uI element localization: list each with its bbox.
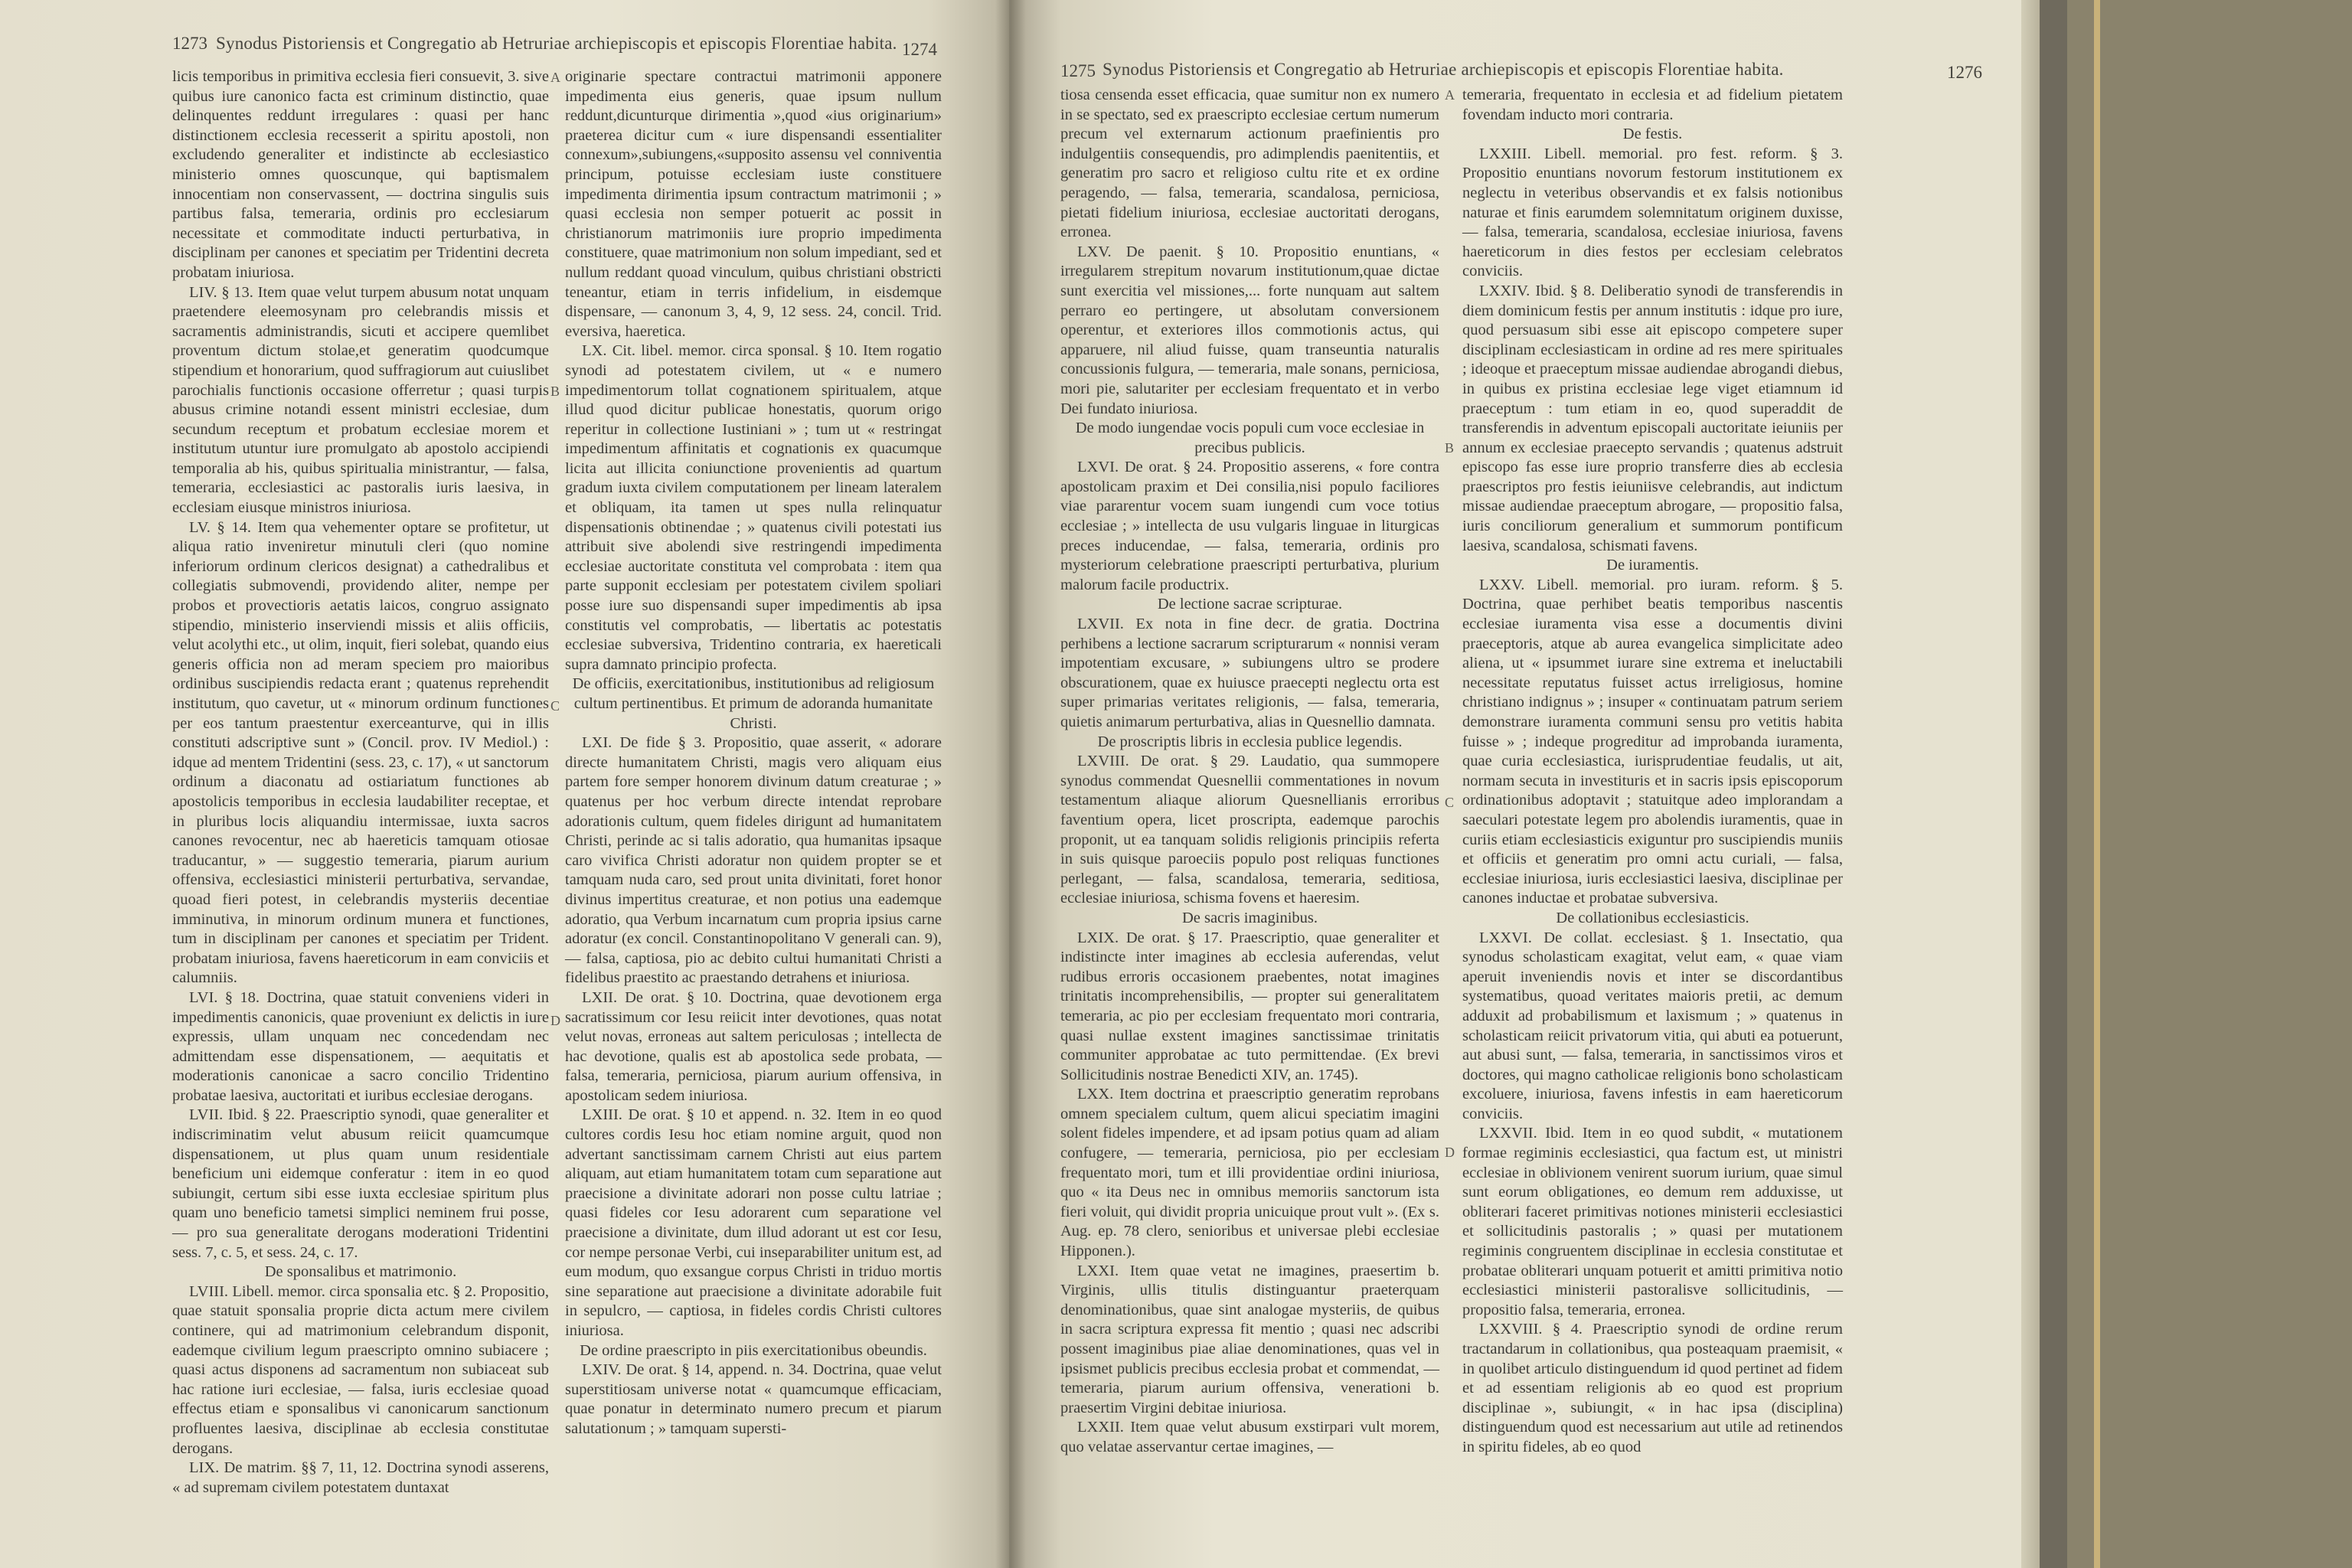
paragraph: LXXVIII. § 4. Praescriptio synodi de ordine rerum tractandarum in collationibus, qua posteaquam praemisit, « in quolibet articulo distinguendum id quod pertinet ad fidem et ad essentiam religionis ab eo quod est proprium disciplinae », subiungit, « in hac ipsa (disciplina) distinguendum quod est necessarium aut utile ad retinendos in spiritu fideles, ab eo quod <box>1462 1321 1843 1455</box>
page-number-1273: 1273 <box>172 34 207 53</box>
paragraph: LIX. De matrim. §§ 7, 11, 12. Doctrina synodi asserens, « ad supremam civilem potestatem duntaxat <box>172 1459 549 1496</box>
section-heading: De proscriptis libris in ecclesia publice legendis. <box>1097 733 1403 750</box>
page-edges <box>2021 0 2040 1568</box>
margin-marker-c: C <box>550 698 560 714</box>
paragraph: LV. § 14. Item qua vehementer optare se profitetur, ut aliqua ratio inveniretur minutuli cleri (quo nomine inferiorum ordinum clericos designat) a cathedralibus et collegiatis submovendi, providendo aliter, nempe per probos et provectioris aetatis laicos, congruo assignato stipendio, ministerio inserviendi missis et aliis officiis, velut acolythi etc., ut olim, inquit, fieri solebat, quando eius generis officia non ad meram speciem pro maioribus ordinibus suscipiendis redacta erant ; quatenus reprehendit institutum, quo cavetur, ut « minorum ordinum functiones per eos tantum praestentur exerceanturve, qui in illis constituti adscriptive sunt » (Concil. prov. IV Mediol.) : idque ad mentem Tridentini (sess. 23, c. 17), « ut sanctorum ordinum a diaconatu ad ostiariatum functiones ab apostolicis temporibus in ecclesia laudabiliter receptae, et in pluribus locis aliquandiu intermissae, iuxta sacros canones revocentur, nec ab haereticis tamquam otiosae traducantur, » — suggestio temeraria, piarum aurium offensiva, ecclesiastici ministerii perturbativa, servandae, quoad fieri potest, in celebrandis mysteriis decentiae imminutiva, in minorum ordinum munera et functiones, tum in disciplinam per canones et speciatim per Trident. probatam iniuriosa, favens haereticorum in eam conviciis et calumniis. <box>172 518 549 987</box>
margin-marker-d: D <box>550 1013 560 1028</box>
paragraph: LXXIV. Ibid. § 8. Deliberatio synodi de transferendis in diem dominicum festis per annum institutis : idque pro iure, quod persuasum sibi esse ait episcopo competere super disciplinam ecclesiasticam in ordine ad res mere spirituales ; ideoque et praeceptum missae audiendae abrogandi diebus, in quibus ex pristina ecclesiae lege viget etiamnum id praeceptum : tum etiam in eo, quod superaddit de transferendis in adventum episcopali auctoritate ieiuniis per annum ex ecclesiae praecepto servandis ; quatenus adstruit episcopo fas esse iure proprio transferre dies ab ecclesia praescriptos pro festis ieiuniisve celebrandis, aut indictum missae audiendae praeceptum abrogare, — propositio falsa, iuris conciliorum generalium et summorum pontificum laesiva, scandalosa, schismati favens. <box>1462 282 1843 554</box>
section-heading: De collationibus ecclesiasticis. <box>1556 909 1749 926</box>
paragraph: LXIV. De orat. § 14, append. n. 34. Doctrina, quae velut superstitiosam universe notat « quamcumque efficaciam, quae ponatur in determinato numero precum et piarum salutationum ; » tamquam supersti- <box>565 1361 942 1437</box>
paragraph: LX. Cit. libel. memor. circa sponsal. § 10. Item rogatio synodi ad potestatem civilem, ut « e numero impedimentorum tollat cognationem spiritualem, atque illud quod dicitur publicae honestatis, quorum origo reperitur in collectione Iustiniani » ; tum ut « restringat impedimentum affinitatis et cognationis ex quacumque licita aut illicita coniunctione provenientis ad quartum gradum iuxta civilem computationem per lineam lateralem et obliquam, ita tamen ut spes nulla relinquatur dispensationis obtinendae ; » quatenus civili potestati ius attribuit sive abolendi sive restringendi impedimenta ecclesiae auctoritate constituta vel comprobata : item qua parte supponit ecclesiam per potestatem civilem spoliari posse iure suo dispensandi super impedimentis ab ipsa constitutis vel comprobatis, — libertatis ac potestatis ecclesiae subversiva, Tridentino contraria, ex haereticali supra damnato principio profecta. <box>565 342 942 673</box>
book-gutter <box>995 0 1026 1568</box>
left-column-2 <box>565 67 942 1437</box>
running-title-left: Synodus Pistoriensis et Congregatio ab Hetruriae archiepiscopis et episcopis Florentiae habita. <box>216 34 897 53</box>
margin-marker-b: B <box>550 384 560 399</box>
paragraph: LXXV. Libell. memorial. pro iuram. reform. § 5. Doctrina, quae perhibet beatis temporibus nascentis ecclesiae iuramenta visa esse a documentis divini praeceptoris, atque ab aurea evangelica simplicitate adeo aliena, ut « ipsummet iurare sine extrema et ineluctabili necessitate reputatus fuisset actus irreligiosus, homine christiano indignus » ; insuper « continuatam patrum seriem demonstrare iuramenta communi sensu pro vetitis habita fuisse » ; indeque progreditur ad improbanda iuramenta, quae curia ecclesiastica, iurisprudentiae feudalis, ut ait, normam secuta in investituris et in sacris ipsis episcoporum ordinationibus adoptavit ; statuitque adeo implorandam a saeculari potestate legem pro abolendis iuramentis, quae in curiis etiam ecclesiasticis exiguntur pro suscipiendis muniis et officiis et generatim pro omni actu curiali, — falsa, ecclesiae iniuriosa, iuris ecclesiastici laesiva, disciplinae per canones inductae et probatae subversiva. <box>1462 576 1843 907</box>
margin-marker-c: C <box>1445 795 1455 810</box>
right-column-2 <box>1462 86 1843 1455</box>
left-column-1 <box>172 67 549 1496</box>
paragraph: LXXII. Item quae velut abusum exstirpari vult morem, quo velatae asservantur certae imagines, — <box>1060 1419 1439 1455</box>
paragraph: LXII. De orat. § 10. Doctrina, quae devotionem erga sacratissimum cor Iesu reiicit inter devotiones, quas notat velut novas, erroneas aut saltem periculosas ; intellecta de hac devotione, qualis est ab apostolica sede probata, — falsa, temeraria, perniciosa, piarum aurium offensiva, in apostolicam sedem iniuriosa. <box>565 988 942 1104</box>
paragraph: LXX. Item doctrina et praescriptio generatim reprobans omnem specialem cultum, quem alicui speciatim imagini solent fideles impendere, et ad ipsam potius quam ad aliam confugere, — temeraria, perniciosa, pio per ecclesiam frequentato mori, tum et illi providentiae ordini iniuriosa, quo « ita Deus nec in omnibus memoriis sanctorum ista fieri voluit, qui dividit propria unicuique prout vult ». (Ex s. Aug. ep. 78 clero, senioribus et universae plebi ecclesiae Hipponen.). <box>1060 1086 1439 1260</box>
paragraph: originarie spectare contractui matrimonii apponere impedimenta eius generis, quae ipsum nullum reddunt,dicunturque dirimentia »,quod «ius originarium» praeterea dicitur cum « iure dispensandi essentialiter connexum»,subiungens,«supposito assensu vel conniventia principum, potuisse ecclesiam iuste constituere impedimenta dirimentia ipsum contractum matrimonii ; » quasi ecclesia non semper potuerit ac possit in christianorum matrimoniis iure proprio impedimenta constituere, quae matrimonium non solum impediant, sed et nullum reddant quoad vinculum, quibus christiani obstricti teneantur, etiam in terris infidelium, in eisdemque dispensare, — canonum 3, 4, 9, 12 sess. 24, concil. Trid. eversiva, haeretica. <box>565 68 942 340</box>
margin-marker-a: A <box>550 70 560 85</box>
paragraph: LXXIII. Libell. memorial. pro fest. reform. § 3. Propositio enuntians novorum festorum institutionem ex neglectu in veteribus observandis et ex falsis notionibus naturae et finis earumdem solemnitatum originem duxisse, — falsa, temeraria, scandalosa, ecclesiae iniuriosa, favens haereticorum in dies festos per ecclesiam celebratos conviciis. <box>1462 145 1843 280</box>
paragraph: LVII. Ibid. § 22. Praescriptio synodi, quae generaliter et indiscriminatim velut abusum reiicit quamcumque dispensationem, ut plus quam unum residentiale beneficium uni eidemque conferatur : item in eo quod subiungit, certum sibi esse iuxta ecclesiae spiritum plus quam uno beneficio tametsi simplici neminem frui posse, — pro sua generalitate derogans moderationi Tridentini sess. 7, c. 5, et sess. 24, c. 17. <box>172 1106 549 1261</box>
section-heading: De lectione sacrae scripturae. <box>1157 596 1343 613</box>
paragraph: LXVI. De orat. § 24. Propositio asserens, « fore contra apostolicam praxim et Dei consilia,nisi populo faciliores viae pararentur vocem suam iungendi cum voce totius ecclesiae ; » intellecta de usu vulgaris linguae in liturgicas preces inducendae, — falsa, temeraria, ordinis pro mysteriorum celebratione praescripti perturbativa, plurium malorum facile productrix. <box>1060 459 1439 593</box>
page-number-1276: 1276 <box>1947 63 1982 82</box>
paragraph: licis temporibus in primitiva ecclesia fieri consuevit, 3. sive quibus iure canonico facta est criminum distinctio, quae delinquentes reddunt irregulares : quasi per hanc distinctionem ecclesia recesserit a spiritu apostoli, non excludendo generaliter et indistincte ab ecclesiastico ministerio omnes quoscunque, qui baptismalem innocentiam non conservassent, — doctrina singulis suis partibus falsa, temeraria, ordinis pro ecclesiarum necessitate et commoditate inducti perturbativa, in disciplinam per canones et speciatim per Tridentini decreta probatam iniuriosa. <box>172 68 549 281</box>
book-cover <box>2067 0 2352 1568</box>
paragraph: LXI. De fide § 3. Propositio, quae asserit, « adorare directe humanitatem Christi, magis vero aliquam eius partem fore semper honorem divinum datum creaturae ; » quatenus per hoc verbum directe intendat reprobare adorationis cultum, quem fideles dirigunt ad humanitatem Christi, perinde ac si talis adoratio, qua humanitas ipsaque caro vivifica Christi adoratur non quidem propter se et tamquam nuda caro, sed prout unita divinitati, foret honor divinus impertitus creaturae, et non potius una eademque adoratio, qua Verbum incarnatum cum propria ipsius carne adoratur (ex concil. Constantinopolitano V generali can. 9), — falsa, captiosa, pio ac debito cultui humanitati Christi a fidelibus praestito ac praestando detrahens et iniuriosa. <box>565 734 942 987</box>
section-heading: De sponsalibus et matrimonio. <box>264 1263 457 1281</box>
section-heading: De officiis, exercitationibus, institutionibus ad religiosum cultum pertinentibus. Et primum de adoranda humanitate Christi. <box>572 675 935 732</box>
right-column-1 <box>1060 86 1439 1475</box>
margin-marker-b: B <box>1445 440 1455 456</box>
cover-binding-strip <box>2094 0 2100 1568</box>
margin-marker-a: A <box>1445 87 1455 103</box>
paragraph: LXVIII. De orat. § 29. Laudatio, qua summopere synodus commendat Quesnellii commentationes in novum testamentum aliaque aliorum Quesnellianis erroribus faventium opera, licet proscripta, eademque parochis proponit, ut ea tanquam solidis religionis principiis referta in suis quisque paroeciis populo post reliquas functiones perlegant, — falsa, scandalosa, temeraria, seditiosa, ecclesiae iniuriosa, schisma fovens et haeresim. <box>1060 753 1439 907</box>
section-heading: De festis. <box>1622 126 1683 143</box>
section-heading: De ordine praescripto in piis exercitationibus obeundis. <box>580 1341 927 1359</box>
paragraph: LXVII. Ex nota in fine decr. de gratia. Doctrina perhibens a lectione sacrarum scripturarum « nonnisi veram impotentiam excusare, » subiungens ultro se prodere obscurationem, quae ex huiusce praecepti neglectu orta est super primarias veritates religionis, — falsa, temeraria, quietis animarum perturbativa, alias in Quesnellio damnata. <box>1060 616 1439 730</box>
section-heading: De modo iungendae vocis populi cum voce ecclesiae in precibus publicis. <box>1075 420 1425 456</box>
paragraph: LXXVII. Ibid. Item in eo quod subdit, « mutationem formae regiminis ecclesiastici, qua factum est, ut ministri ecclesiae in oblivionem venirent suorum iurium, quae simul sunt eorum obligationes, eo demum rem adduxisse, ut obliterari faceret primitivas notiones ministerii ecclesiastici et sollicitudinis pastoralis ; » quasi per mutationem regiminis congruentem disciplinae in ecclesia constitutae et probatae obliterari unquam potuerit et amitti primitiva notio ecclesiastici ministerii pastoralisve sollicitudinis, — propositio falsa, temeraria, erronea. <box>1462 1125 1843 1318</box>
page-number-1275: 1275 <box>1060 61 1096 80</box>
paragraph: temeraria, frequentato in ecclesia et ad fidelium pietatem fovendam inducto mori contraria. <box>1462 87 1843 123</box>
paragraph: LXIX. De orat. § 17. Praescriptio, quae generaliter et indistincte inter imagines ab ecclesia auferendas, velut rudibus erroris occasionem praebentes, notat imagines trinitatis incomprehensibilis, — propter sui generalitatem temeraria, ac pio per ecclesiam frequentato mori contraria, quasi nullae exstent imagines sanctissimae trinitatis communiter approbatae ac tuto permittendae. (Ex brevi Sollicitudinis nostrae Benedicti XIV, an. 1745). <box>1060 929 1439 1083</box>
paragraph: LXIII. De orat. § 10 et append. n. 32. Item in eo quod cultores cordis Iesu hoc etiam nomine arguit, quod non advertant sanctissimam carnem Christi aut eius partem aliquam, aut etiam humanitatem totam cum separatione aut praecisione a divinitate adorari non posse cultu latriae ; quasi fideles cor Iesu adorarent cum separatione vel praecisione a divinitate, dum illud adorant ut est cor Iesu, cor nempe personae Verbi, cui inseparabiliter unitum est, ad eum modum, quo exsangue corpus Christi in triduo mortis sine separatione aut praecisione a divinitate adorabile fuit in sepulcro, — captiosa, in fideles cordis Christi cultores iniuriosa. <box>565 1106 942 1339</box>
margin-marker-d: D <box>1445 1145 1455 1160</box>
paragraph: tiosa censenda esset efficacia, quae sumitur non ex numero in se spectato, sed ex praescripto ecclesiae certum numerum precum vel externarum actionum praefinientis pro indulgentiis consequendis, pro adimplendis paenitentiis, et generatim pro sacro et religioso cultu rite et ex ordine peragendo, — falsa, temeraria, scandalosa, perniciosa, pietati fidelium iniuriosa, ecclesiae auctoritati derogans, erronea. <box>1060 87 1439 241</box>
page-number-1274: 1274 <box>902 40 937 59</box>
running-title-right: Synodus Pistoriensis et Congregatio ab Hetruriae archiepiscopis et episcopis Florentiae habita. <box>1102 60 1784 79</box>
section-heading: De sacris imaginibus. <box>1181 909 1318 926</box>
paragraph: LIV. § 13. Item quae velut turpem abusum notat unquam praetendere eleemosynam pro celebrandis missis et sacramentis administrandis, sicuti et accipere quemlibet proventum dictum stolae,et generatim quodcumque stipendium et honorarium, quod suffragiorum aut cuiuslibet parochialis functionis occasione offerretur ; quasi turpis abusus crimine notandi essent ministri ecclesiae, dum secundum receptum et probatum ecclesiae morem et institutum utuntur iure promulgato ab apostolo accipiendi temporalia ab his, quibus spiritualia ministrantur, — falsa, temeraria, ecclesiastici ac pastoralis iuris laesiva, in ecclesiam eiusque ministros iniuriosa. <box>172 283 549 517</box>
paragraph: LXV. De paenit. § 10. Propositio enuntians, « irregularem strepitum novarum institutionum,quae dictae sunt exercitia vel missiones,... forte nunquam aut saltem perraro eo pertingere, ut absolutam conversionem operentur, et exteriores illos commotionis actus, qui apparuere, nil aliud fuisse, quam transeuntia naturalis concussionis fulgura, — temeraria, male sonans, perniciosa, mori pie, salutariter per ecclesiam frequentato et in verbo Dei fundato iniuriosa. <box>1060 243 1439 417</box>
paragraph: LVIII. Libell. memor. circa sponsalia etc. § 2. Propositio, quae statuit sponsalia proprie dicta actum mere civilem continere, qui ad matrimonium celebrandum disponit, eademque civilium legum praescripto omnino subiacere ; quasi actus disponens ad sacramentum non subiaceat sub hac ratione iuri ecclesiae, — falsa, iuris ecclesiae quoad effectus etiam e sponsalibus vi canonicarum sanctionum profluentes laesiva, disciplinae ab ecclesia constitutae derogans. <box>172 1282 549 1457</box>
paragraph: LVI. § 18. Doctrina, quae statuit conveniens videri in impedimentis canonicis, quae proveniunt ex delictis in iure expressis, ullam unquam nec concedendam nec admittendam esse dispensationem, — aequitatis et moderationis canonicae a sacro concilio Tridentino probatae laesiva, auctoritati et iuribus ecclesiae derogans. <box>172 988 549 1104</box>
paragraph: LXXVI. De collat. ecclesiast. § 1. Insectatio, qua synodus scholasticam exagitat, velut eam, « quae viam aperuit inveniendis novis et inter se discordantibus systematibus, quoad veritates maioris pretii, ac demum adduxit ad probabilismum et laxismum ; » quatenus in scholasticam reiicit privatorum vitia, qui abuti ea potuerunt, aut abusi sunt, — falsa, temeraria, in sanctissimos viros et doctores, qui magno catholicae religionis bono scholasticam excoluere, iniuriosa, favens infestis in eam haereticorum conviciis. <box>1462 929 1843 1122</box>
paragraph: LXXI. Item quae vetat ne imagines, praesertim b. Virginis, ullis titulis distinguantur praeterquam denominationibus, quae sint analogae mysteriis, de quibus in sacra scriptura expressa fit mentio ; quasi nec adscribi possent imaginibus piae aliae denominationes, quas vel in ipsismet publicis precibus ecclesia probat et commendat, — temeraria, piarum aurium offensiva, venerationi b. praesertim Virgini debitae iniuriosa. <box>1060 1262 1439 1416</box>
section-heading: De iuramentis. <box>1606 557 1699 574</box>
